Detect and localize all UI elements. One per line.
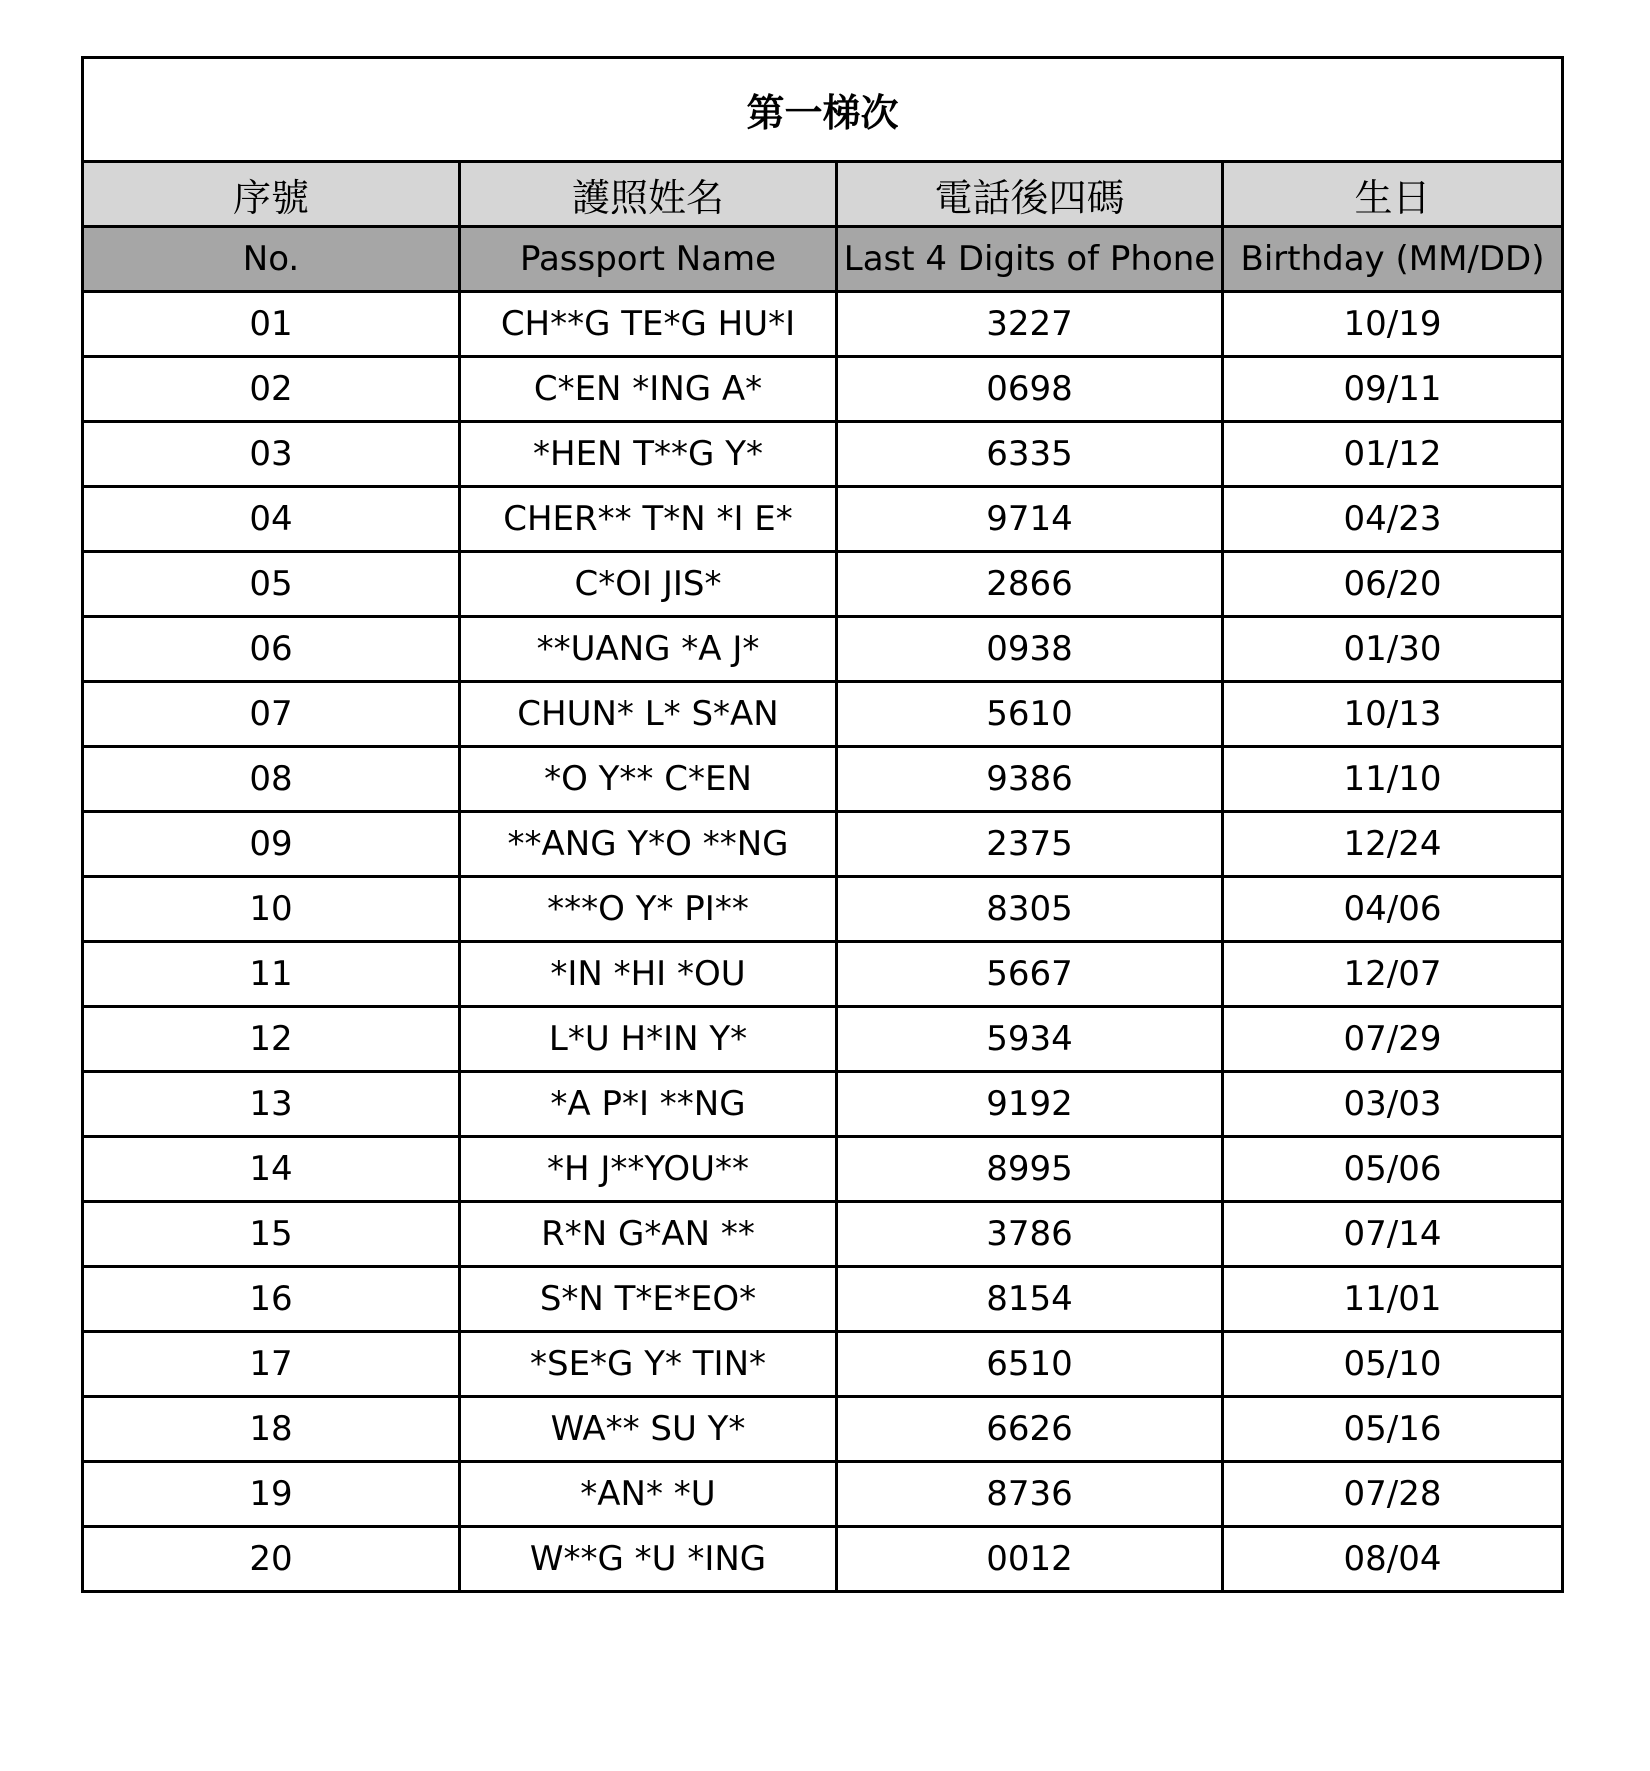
header-en-passport-name: Passport Name	[460, 227, 837, 292]
cell-birthday: 11/01	[1223, 1267, 1563, 1332]
cell-birthday: 01/30	[1223, 617, 1563, 682]
cell-number: 07	[83, 682, 460, 747]
cell-birthday: 04/06	[1223, 877, 1563, 942]
table-row	[83, 747, 1563, 812]
cell-phone-last4: 0012	[837, 1527, 1223, 1592]
cell-phone-last4: 5610	[837, 682, 1223, 747]
cell-passport-name: CHER** T*N *I E*	[460, 487, 837, 552]
cell-birthday: 10/19	[1223, 292, 1563, 357]
cell-number: 05	[83, 552, 460, 617]
cell-passport-name: *SE*G Y* TIN*	[460, 1332, 837, 1397]
cell-phone-last4: 3786	[837, 1202, 1223, 1267]
cell-birthday: 07/28	[1223, 1462, 1563, 1527]
cell-birthday: 10/13	[1223, 682, 1563, 747]
header-en-phone: Last 4 Digits of Phone	[837, 227, 1223, 292]
table-row	[83, 812, 1563, 877]
cell-phone-last4: 5667	[837, 942, 1223, 1007]
table-row	[83, 1267, 1563, 1332]
cell-number: 10	[83, 877, 460, 942]
header-row-chinese	[83, 162, 1563, 227]
cell-phone-last4: 9714	[837, 487, 1223, 552]
cell-phone-last4: 8154	[837, 1267, 1223, 1332]
table-row	[83, 877, 1563, 942]
header-zh-number: 序號	[83, 162, 460, 227]
cell-phone-last4: 6335	[837, 422, 1223, 487]
table-row	[83, 487, 1563, 552]
cell-phone-last4: 6510	[837, 1332, 1223, 1397]
cell-birthday: 09/11	[1223, 357, 1563, 422]
cell-passport-name: CH**G TE*G HU*I	[460, 292, 837, 357]
cell-passport-name: C*EN *ING A*	[460, 357, 837, 422]
title-row	[83, 58, 1563, 162]
cell-birthday: 05/10	[1223, 1332, 1563, 1397]
cell-phone-last4: 0938	[837, 617, 1223, 682]
cell-phone-last4: 5934	[837, 1007, 1223, 1072]
cell-passport-name: *A P*I **NG	[460, 1072, 837, 1137]
cell-passport-name: *HEN T**G Y*	[460, 422, 837, 487]
cell-phone-last4: 8736	[837, 1462, 1223, 1527]
table-row	[83, 422, 1563, 487]
table-row	[83, 1007, 1563, 1072]
cell-number: 18	[83, 1397, 460, 1462]
cell-passport-name: S*N T*E*EO*	[460, 1267, 837, 1332]
header-zh-phone: 電話後四碼	[837, 162, 1223, 227]
cell-birthday: 06/20	[1223, 552, 1563, 617]
table-row	[83, 1527, 1563, 1592]
cell-number: 08	[83, 747, 460, 812]
cell-birthday: 03/03	[1223, 1072, 1563, 1137]
cell-passport-name: ***O Y* PI**	[460, 877, 837, 942]
table-row	[83, 552, 1563, 617]
table-row	[83, 1332, 1563, 1397]
header-en-birthday: Birthday (MM/DD)	[1223, 227, 1563, 292]
cell-number: 09	[83, 812, 460, 877]
cell-number: 11	[83, 942, 460, 1007]
table-row	[83, 682, 1563, 747]
cell-passport-name: L*U H*IN Y*	[460, 1007, 837, 1072]
table-row	[83, 942, 1563, 1007]
cell-passport-name: WA** SU Y*	[460, 1397, 837, 1462]
roster-sheet	[81, 56, 1561, 1593]
cell-phone-last4: 8995	[837, 1137, 1223, 1202]
table-row	[83, 1202, 1563, 1267]
cell-number: 02	[83, 357, 460, 422]
cell-number: 19	[83, 1462, 460, 1527]
cell-passport-name: **ANG Y*O **NG	[460, 812, 837, 877]
cell-birthday: 05/16	[1223, 1397, 1563, 1462]
cell-number: 12	[83, 1007, 460, 1072]
table-row	[83, 357, 1563, 422]
cell-birthday: 11/10	[1223, 747, 1563, 812]
cell-phone-last4: 0698	[837, 357, 1223, 422]
cell-number: 03	[83, 422, 460, 487]
cell-passport-name: C*OI JIS*	[460, 552, 837, 617]
table-row	[83, 617, 1563, 682]
cell-number: 17	[83, 1332, 460, 1397]
table-row	[83, 1072, 1563, 1137]
cell-number: 14	[83, 1137, 460, 1202]
cell-number: 20	[83, 1527, 460, 1592]
cell-birthday: 05/06	[1223, 1137, 1563, 1202]
header-en-number: No.	[83, 227, 460, 292]
cell-passport-name: *AN* *U	[460, 1462, 837, 1527]
header-zh-passport-name: 護照姓名	[460, 162, 837, 227]
cell-passport-name: W**G *U *ING	[460, 1527, 837, 1592]
cell-phone-last4: 6626	[837, 1397, 1223, 1462]
table-row	[83, 292, 1563, 357]
cell-passport-name: **UANG *A J*	[460, 617, 837, 682]
cell-phone-last4: 2375	[837, 812, 1223, 877]
cell-number: 13	[83, 1072, 460, 1137]
cell-birthday: 07/14	[1223, 1202, 1563, 1267]
cell-birthday: 08/04	[1223, 1527, 1563, 1592]
cell-phone-last4: 3227	[837, 292, 1223, 357]
table-title: 第一梯次	[83, 58, 1563, 162]
cell-birthday: 12/24	[1223, 812, 1563, 877]
cell-number: 06	[83, 617, 460, 682]
cell-passport-name: R*N G*AN **	[460, 1202, 837, 1267]
header-zh-birthday: 生日	[1223, 162, 1563, 227]
cell-number: 04	[83, 487, 460, 552]
cell-birthday: 01/12	[1223, 422, 1563, 487]
cell-phone-last4: 9386	[837, 747, 1223, 812]
table-row	[83, 1397, 1563, 1462]
table-row	[83, 1462, 1563, 1527]
cell-phone-last4: 2866	[837, 552, 1223, 617]
cell-number: 15	[83, 1202, 460, 1267]
cell-phone-last4: 9192	[837, 1072, 1223, 1137]
table-row	[83, 1137, 1563, 1202]
cell-passport-name: *O Y** C*EN	[460, 747, 837, 812]
cell-number: 16	[83, 1267, 460, 1332]
cell-passport-name: *IN *HI *OU	[460, 942, 837, 1007]
header-row-english	[83, 227, 1563, 292]
cell-number: 01	[83, 292, 460, 357]
cell-birthday: 07/29	[1223, 1007, 1563, 1072]
cell-passport-name: *H J**YOU**	[460, 1137, 837, 1202]
cell-birthday: 04/23	[1223, 487, 1563, 552]
cell-birthday: 12/07	[1223, 942, 1563, 1007]
roster-body	[83, 292, 1563, 1592]
cell-phone-last4: 8305	[837, 877, 1223, 942]
roster-table	[81, 56, 1564, 1593]
cell-passport-name: CHUN* L* S*AN	[460, 682, 837, 747]
